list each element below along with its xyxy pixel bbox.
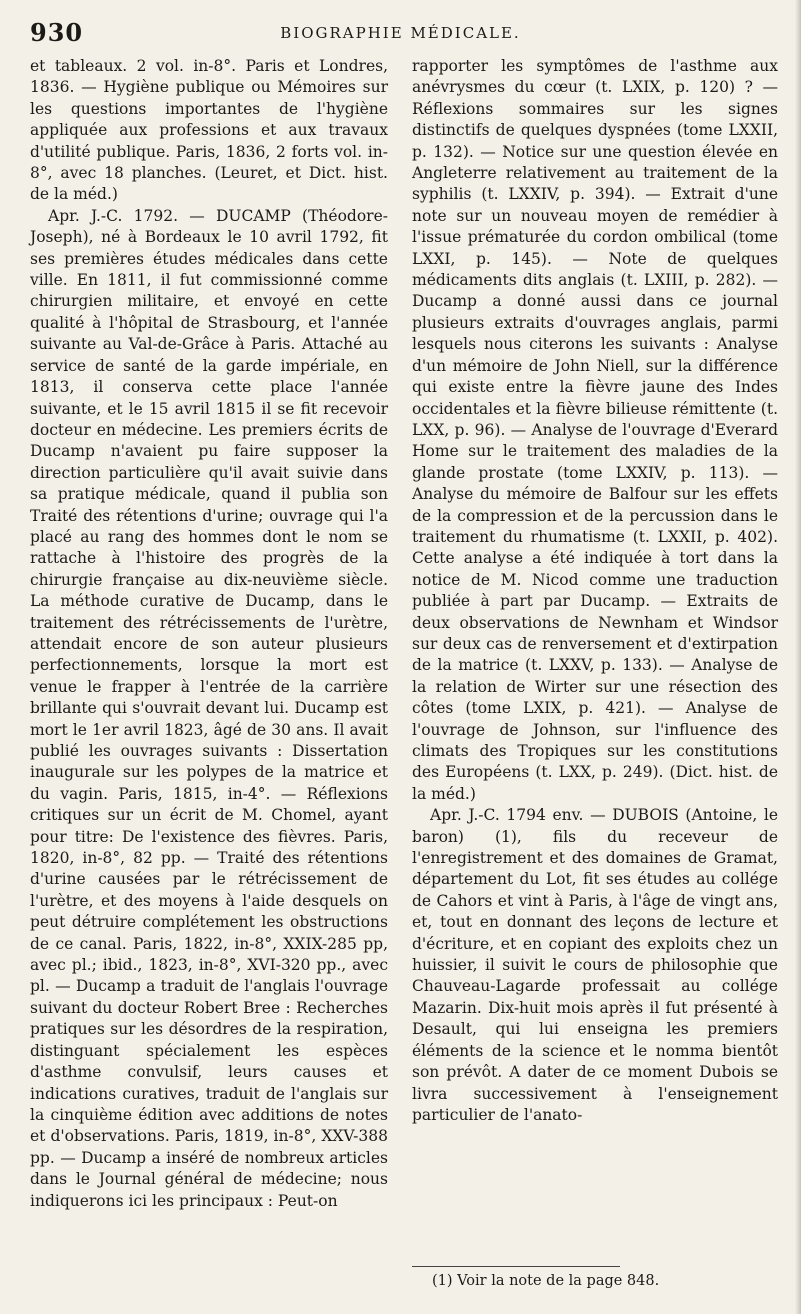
paragraph: rapporter les symptômes de l'asthme aux anévrysmes du cœur (t. LXIX, p. 120) ? — Réflexions sommaires sur les signes distinctifs de quelques dyspnées (tome LXXII, p. 132). — Notice sur une question élevée en Angleterre relativement au traitement de la syphilis (t. LXXIV, p. 394). — Extrait d'une note sur un nouveau moyen de remédier à l'issue prématurée du cordon ombilical (tome LXXI, p. 145). — Note de quelques médicaments dits anglais (t. LXIII, p. 282). — Ducamp a donné aussi dans ce journal plusieurs extraits d'ouvrages anglais, parmi lesquels nous citerons les suivants : Analyse d'un mémoire de John Niell, sur la différence qui existe entre la fièvre jaune des Indes occidentales et la fièvre bilieuse rémittente (t. LXX, p. 96). — Analyse de l'ouvrage d'Everard Home sur le traitement des maladies de la glande prostate (tome LXXIV, p. 113). — Analyse du mémoire de Balfour sur les effets de la compression et de la percussion dans le traitement du rhumatisme (t. LXXII, p. 402). Cette analyse a été indiquée à tort dans la notice de M. Nicod comme une traduction publiée à part par Ducamp. — Extraits de deux observations de Newnham et Windsor sur deux cas de renversement et d'extirpation de la matrice (t. LXXV, p. 133). — Analyse de la relation de Wirter sur une résection des côtes (tome LXIX, p. 421). — Analyse de l'ouvrage de Johnson, sur l'influence des climats des Tropiques sur les constitutions des Européens (t. LXX, p. 249). (Dict. hist. de la méd.) xyxy=(412,57,778,803)
right-column xyxy=(412,56,778,1126)
footnote: (1) Voir la note de la page 848. xyxy=(432,1273,660,1289)
running-head: BIOGRAPHIE MÉDICALE. xyxy=(280,24,521,42)
left-column xyxy=(30,56,388,1212)
page-header xyxy=(30,18,771,48)
page-edge-shadow xyxy=(795,0,801,1314)
paragraph: et tableaux. 2 vol. in-8°. Paris et Londres, 1836. — Hygiène publique ou Mémoires sur les questions importantes de l'hygiène appliquée aux professions et aux travaux d'utilité publique. Paris, 1836, 2 forts vol. in-8°, avec 18 planches. (Leuret, et Dict. hist. de la méd.) xyxy=(30,57,388,204)
paragraph: Apr. J.-C. 1792. — DUCAMP (Théodore-Joseph), né à Bordeaux le 10 avril 1792, fit ses premières études médicales dans cette ville. En 1811, il fut commissionné comme chirurgien militaire, et envoyé en cette qualité à l'hôpital de Strasbourg, et l'année suivante au Val-de-Grâce à Paris. Attaché au service de santé de la garde impériale, en 1813, il conserva cette place l'année suivante, et le 15 avril 1815 il se fit recevoir docteur en médecine. Les premiers écrits de Ducamp n'avaient pu faire supposer la direction particulière qu'il avait suivie dans sa pratique médicale, quand il publia son Traité des rétentions d'urine; ouvrage qui l'a placé au rang des hommes dont le nom se rattache à l'histoire des progrès de la chirurgie française au dix-neuvième siècle. La méthode curative de Ducamp, dans le traitement des rétrécissements de l'urètre, attendait encore de son auteur plusieurs perfectionnements, lorsque la mort est venue le frapper à l'entrée de la carrière brillante qui s'ouvrait devant lui. Ducamp est mort le 1er avril 1823, âgé de 30 ans. Il avait publié les ouvrages suivants : Dissertation inaugurale sur les polypes de la matrice et du vagin. Paris, 1815, in-4°. — Réflexions critiques sur un écrit de M. Chomel, ayant pour titre: De l'existence des fièvres. Paris, 1820, in-8°, 82 pp. — Traité des rétentions d'urine causées par le rétrécissement de l'urètre, et des moyens à l'aide desquels on peut détruire complétement les obstructions de ce canal. Paris, 1822, in-8°, XXIX-285 pp, avec pl.; ibid., 1823, in-8°, XVI-320 pp., avec pl. — Ducamp a traduit de l'anglais l'ouvrage suivant du docteur Robert Bree : Recherches pratiques sur les désordres de la respiration, distinguant spécialement les espèces d'asthme convulsif, leurs causes et indications curatives, traduit de l'anglais sur la cinquième édition avec additions de notes et d'observations. Paris, 1819, in-8°, XXV-388 pp. — Ducamp a inséré de nombreux articles dans le Journal général de médecine; nous indiquerons ici les principaux : Peut-on xyxy=(30,206,388,1210)
paragraph: Apr. J.-C. 1794 env. — DUBOIS (Antoine, le baron) (1), fils du receveur de l'enregistrement et des domaines de Gramat, département du Lot, fit ses études au collége de Cahors et vint à Paris, à l'âge de vingt ans, et, tout en donnant des leçons de lecture et d'écriture, et en copiant des exploits chez un huissier, il suivit le cours de philosophie que Chauveau-Lagarde professait au collége Mazarin. Dix-huit mois après il fut présenté à Desault, qui lui enseigna les premiers éléments de la science et le nomma bientôt son prévôt. A dater de ce moment Dubois se livra successivement à l'enseignement particulier de l'anato- xyxy=(412,806,778,1124)
footnote-divider xyxy=(412,1266,620,1267)
page-number: 930 xyxy=(30,18,84,47)
